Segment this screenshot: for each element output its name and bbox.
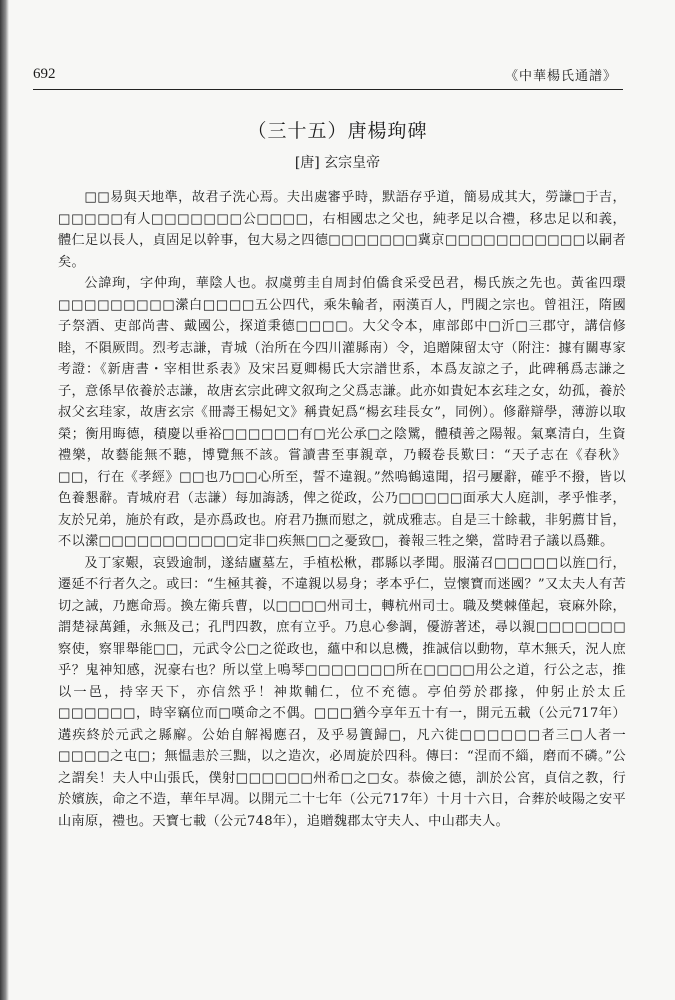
paragraph: 及丁家艱，哀毀逾制，遂結廬墓左，手植松楸，郡縣以孝聞。服滿召□□□□□以旌□行，遷延不行者久之。或曰：“生極其養，不違親以易身；孝本乎仁，豈懷寶而迷國？”又太夫人有苦切之誡，乃應命焉。換左衛兵曹，以□□□□州司士，轉杭州司士。職及樊棘僅起，衰麻外除，謂楚禄萬鍾，永無及己；孔門四教，庶有立乎。乃息心參調，優游著述，尋以親□□□□□□□察使，察罪舉能□□，元武令公□之從政也，蘊中和以息機，推誠信以動物，草木無夭，況人庶乎？鬼神知感，況豪右也？所以堂上鳴琴□□□□□□□所在□□□□用公之道，行公之志，推以一邑，持宰天下，亦信然乎！神欺輔仁，位不充德。亭伯勞於郡掾，仲躬止於太丘□□□□□□，時宰竊位而□嘆命之不偶。□□□猶今享年五十有一，開元五載（公元717年）遘疾終於元武之縣廨。公始自解褐應召，及乎易簀歸□，凡六徙□□□□□□者三□人者一□□□□之屯□；無愠恚於三黜，以之造次，必周旋於四科。傳曰：“涅而不緇，磨而不磷。”公之謂矣！夫人中山張氏，僕射□□□□□□州希□之□女。恭儉之德，訓於公宮，貞信之教，行於嬪族，命之不造，華年早凋。以開元二十七年（公元717年）十月十六日，合葬於岐陽之安平山南原，禮也。天寶七載（公元748年），追贈魏郡太守夫人、中山郡夫人。 — [58, 555, 626, 829]
page-number: 692 — [33, 66, 56, 82]
paragraph: 公諱珣，字仲珣，華陰人也。叔虞剪圭自周封伯僑食采受邑君，楊氏族之先也。黃雀四環□□□□□□□□□瀠白□□□□五公四代，乘朱輪者，兩漢百人，門閥之宗也。曾祖汪，隋國子祭酒、吏部尚書、戴國公，探道秉德□□□□。大父令本，庫部郎中□沂□三郡守，講信修睦，不隕厥問。烈考志謙，青城（治所在今四川灌縣南）令，追贈陳留太守（附注：據有關專家考證：《新唐書・宰相世系表》及宋呂夏卿楊氏大宗譜世系，本爲友諒之子，此碑稱爲志謙之子，意係早依養於志謙，故唐玄宗此碑文叙珣之父爲志謙。此亦如貴妃本玄珪之女，幼孤，養於叔父玄珪家，故唐玄宗《冊壽王楊妃文》稱貴妃爲“楊玄珪長女”，同例）。修辭辯學，薄游以取榮；衡用晦德，積慶以垂裕□□□□□□有□光公承□之陰騭，體積善之陽報。氣稟清白，生資禮樂，故藝能無不聽，博覽無不該。嘗讀書至事親章，乃輟卷長歎曰：“天子志在《春秋》□□，行在《孝經》□□也乃□□心所至，誓不違親。”然鳴鶴遠聞，招弓屢辭，確乎不撥，皆以色養懇辭。青城府君（志謙）每加誨誘，俾之從政，公乃□□□□□面承大人庭訓，孝乎惟孝，友於兄弟，施於有政，是亦爲政也。府君乃撫而慰之，就成雅志。自是三十餘載，非躬薦甘旨，不以瀠□□□□□□□□□□□定非□疾無□□之憂致□，養報三牲之樂，當時君子議以爲難。 — [58, 276, 626, 549]
running-header-title: 《中華楊氏通譜》 — [504, 69, 617, 84]
article-body — [58, 187, 626, 832]
header-divider — [33, 89, 623, 90]
article-title: （三十五）唐楊珣碑 — [247, 120, 428, 142]
paragraph: □□易與天地準，故君子洗心焉。夫出處審乎時，默語存乎道，簡易成其大，勞謙□于吉，□□□□□有人□□□□□□□公□□□□，右相國忠之父也，純孝足以合禮，移忠足以和義，體仁足以長人，貞固足以幹事，包大易之四德□□□□□□□冀京□□□□□□□□□□□以嗣者矣。 — [58, 190, 626, 270]
article-author: [唐] 玄宗皇帝 — [294, 155, 381, 171]
book-binding-edge — [0, 0, 9, 1000]
